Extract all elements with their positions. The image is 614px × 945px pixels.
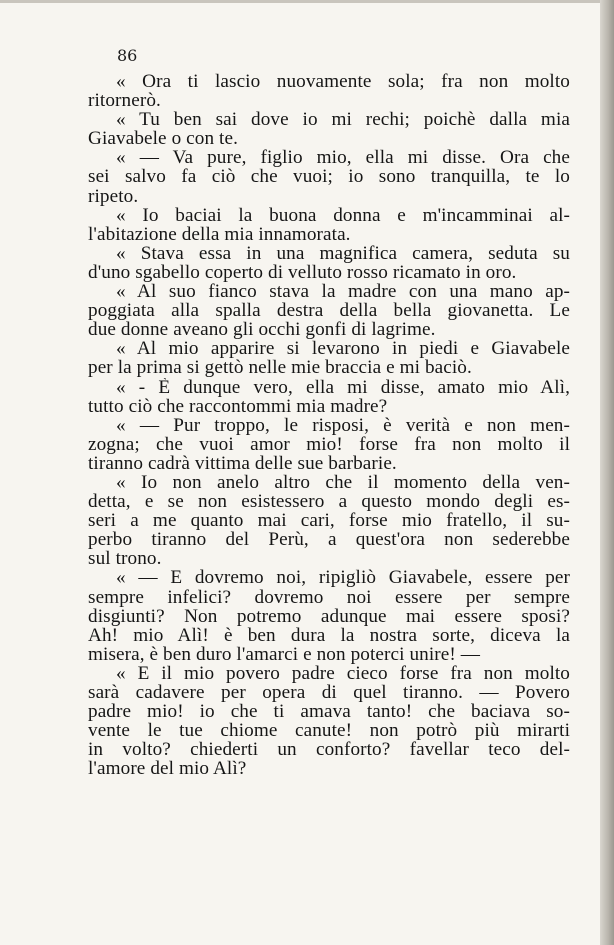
text-line: « Stava essa in una magnifica camera, seduta su — [116, 243, 570, 263]
text-line: « — Pur troppo, le risposi, è verità e non men- — [116, 415, 570, 435]
text-line: « Tu ben sai dove io mi rechi; poichè dalla mia — [116, 110, 570, 130]
text-line: disgiunti? Non potremo adunque mai essere sposi? — [88, 606, 570, 626]
text-line: per la prima si gettò nelle mie braccia e mi baciò. — [88, 358, 472, 378]
page-binding-edge — [600, 0, 614, 945]
text-line: perbo tiranno del Perù, a quest'ora non sederebbe — [88, 530, 570, 550]
text-line: due donne aveano gli occhi gonfi di lagrime. — [88, 320, 436, 340]
text-line: padre mio! io che ti amava tanto! che baciava so- — [88, 702, 570, 722]
body-text — [88, 72, 570, 778]
text-line: d'uno sgabello coperto di velluto rosso ricamato in oro. — [88, 262, 517, 283]
text-line: « Io non anelo altro che il momento della ven- — [116, 472, 570, 493]
text-line: « E il mio povero padre cieco forse fra non molto — [116, 663, 570, 683]
text-line: l'amore del mio Alì? — [88, 759, 247, 779]
text-line: seri a me quanto mai cari, forse mio fratello, il su- — [88, 511, 570, 531]
text-line: « — Va pure, figlio mio, ella mi disse. Ora che — [116, 148, 570, 168]
text-line: l'abitazione della mia innamorata. — [88, 224, 351, 244]
text-line: in volto? chiederti un conforto? favellar teco del- — [88, 740, 570, 760]
text-line: Giavabele o con te. — [88, 129, 239, 149]
text-line: vente le tue chiome canute! non potrò più mirarti — [88, 721, 570, 741]
text-line: Ah! mio Alì! è ben dura la nostra sorte, diceva la — [88, 625, 570, 645]
text-line: « Ora ti lascio nuovamente sola; fra non molto — [116, 72, 570, 92]
text-line: tutto ciò che raccontommi mia madre? — [88, 396, 388, 416]
text-line: sarà cadavere per opera di quel tiranno. — Povero — [88, 683, 570, 703]
text-line: tiranno cadrà vittima delle sue barbarie. — [88, 453, 397, 473]
text-line: sul trono. — [88, 549, 162, 569]
text-line: sempre infelici? dovremo noi essere per sempre — [88, 587, 570, 607]
text-line: « Al suo fianco stava la madre con una mano ap- — [116, 282, 570, 302]
text-line: misera, è ben duro l'amarci e non poterci unire! — — [88, 644, 481, 664]
text-line: zogna; che vuoi amor mio! forse fra non molto il — [88, 434, 570, 454]
text-line: sei salvo fa ciò che vuoi; io sono tranquilla, te lo — [88, 167, 570, 187]
text-line: poggiata alla spalla destra della bella giovanetta. Le — [88, 301, 570, 321]
page-top-edge — [0, 0, 614, 3]
text-line: detta, e se non esistessero a questo mondo degli es- — [88, 492, 570, 512]
text-line: « Al mio apparire si levarono in piedi e Giavabele — [116, 339, 570, 359]
text-line: ripeto. — [88, 186, 139, 206]
text-line: « Io baciai la buona donna e m'incamminai al- — [116, 205, 570, 225]
text-line: ritornerò. — [88, 91, 161, 111]
text-line: « — E dovremo noi, ripigliò Giavabele, essere per — [116, 568, 570, 588]
text-line: « - È dunque vero, ella mi disse, amato mio Alì, — [116, 377, 570, 397]
page-number: 86 — [117, 46, 138, 65]
